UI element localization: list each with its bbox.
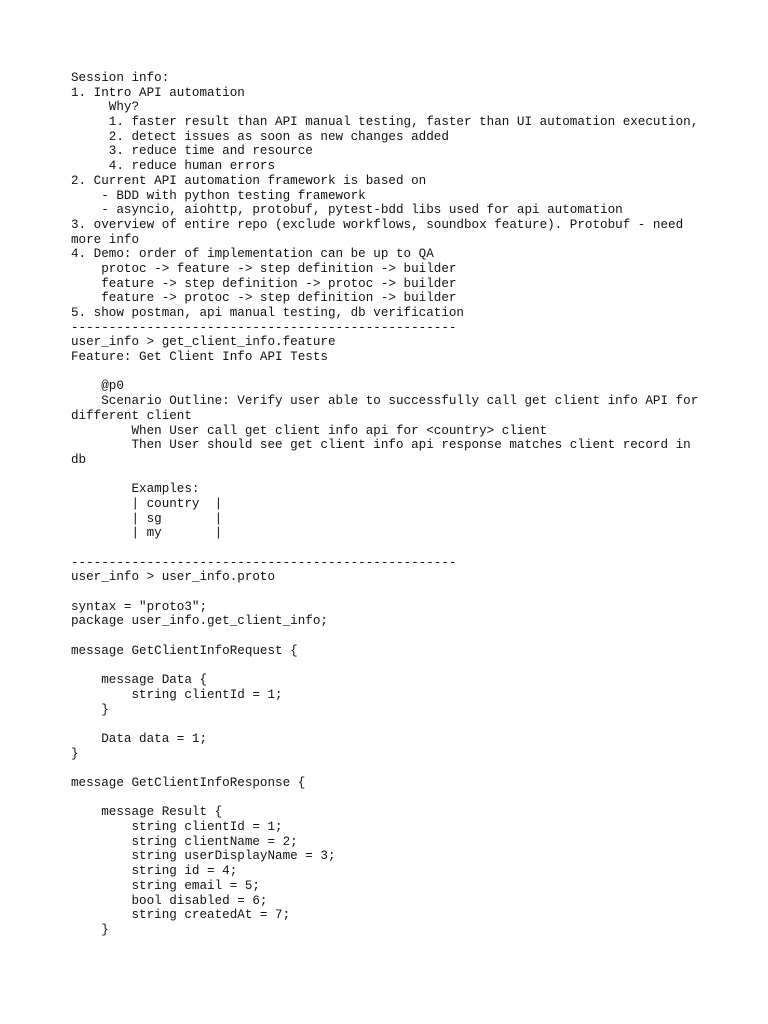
text-line: - BDD with python testing framework [71, 188, 366, 203]
text-line [71, 717, 711, 732]
text-line: user_info > user_info.proto [71, 570, 276, 585]
text-line [71, 365, 711, 380]
text-line: - asyncio, aiohttp, protobuf, pytest-bdd libs used for api automation [71, 203, 623, 218]
text-line: string id = 4; [71, 864, 238, 879]
text-line: syntax = "proto3"; [71, 599, 208, 614]
text-line: Data data = 1; [71, 731, 208, 746]
text-line: Examples: [71, 482, 200, 497]
text-line: Feature: Get Client Info API Tests [71, 350, 328, 365]
text-line: | country | [71, 496, 223, 511]
text-line: } [71, 922, 109, 937]
text-line: string clientName = 2; [71, 834, 298, 849]
text-line [71, 791, 711, 806]
text-line [71, 629, 711, 644]
text-line: Why? [71, 100, 140, 115]
text-line: 3. overview of entire repo (exclude workflows, soundbox feature). Protobuf - need [71, 217, 684, 232]
document-text [71, 71, 711, 938]
text-line [71, 659, 711, 674]
text-line: 2. detect issues as soon as new changes added [71, 129, 449, 144]
text-line: | my | [71, 526, 223, 541]
text-line: 1. faster result than API manual testing, faster than UI automation execution, [71, 115, 699, 130]
text-line: string email = 5; [71, 878, 260, 893]
text-line: @p0 [71, 379, 124, 394]
text-line: user_info > get_client_info.feature [71, 335, 336, 350]
text-line: | sg | [71, 511, 223, 526]
text-line: } [71, 702, 109, 717]
text-line: more info [71, 232, 140, 247]
text-line: feature -> protoc -> step definition -> builder [71, 291, 457, 306]
text-line [71, 761, 711, 776]
text-line: 4. reduce human errors [71, 159, 276, 174]
text-line: 2. Current API automation framework is based on [71, 173, 427, 188]
text-line: --------------------------------------------------- [71, 555, 457, 570]
text-line [71, 585, 711, 600]
text-line: message Result { [71, 805, 223, 820]
text-line: Scenario Outline: Verify user able to successfully call get client info API for [71, 394, 699, 409]
text-line: message GetClientInfoResponse { [71, 776, 306, 790]
text-line: 5. show postman, api manual testing, db verification [71, 306, 464, 320]
text-line: --------------------------------------------------- [71, 320, 457, 335]
text-line: When User call get client info api for <country> client [71, 423, 548, 438]
text-line: string clientId = 1; [71, 687, 283, 702]
text-line: } [71, 746, 79, 761]
text-line: string clientId = 1; [71, 820, 283, 835]
text-line: string createdAt = 7; [71, 908, 291, 923]
text-line: different client [71, 408, 192, 423]
text-line [71, 468, 711, 483]
document-page [71, 71, 711, 938]
text-line: message GetClientInfoRequest { [71, 643, 298, 658]
text-line: 3. reduce time and resource [71, 144, 313, 159]
text-line: db [71, 452, 87, 467]
text-line [71, 541, 711, 556]
text-line: message Data { [71, 673, 208, 688]
text-line: string userDisplayName = 3; [71, 849, 336, 864]
text-line: protoc -> feature -> step definition -> builder [71, 261, 457, 276]
text-line: 1. Intro API automation [71, 85, 245, 100]
text-line: Then User should see get client info api response matches client record in [71, 438, 691, 453]
text-line: bool disabled = 6; [71, 893, 268, 908]
text-line: Session info: [71, 71, 170, 85]
text-line: 4. Demo: order of implementation can be up to QA [71, 247, 434, 262]
text-line: feature -> step definition -> protoc -> builder [71, 276, 457, 291]
text-line: package user_info.get_client_info; [71, 614, 328, 629]
